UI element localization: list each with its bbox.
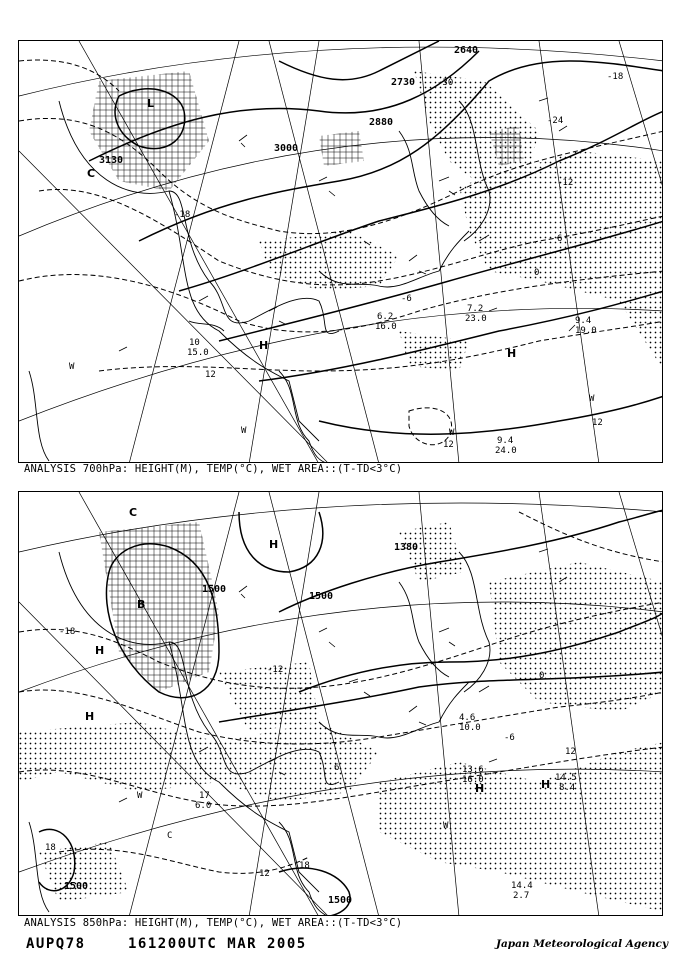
pressure-center: H xyxy=(85,710,95,723)
panel-caption-700hpa: ANALYSIS 700hPa: HEIGHT(M), TEMP(°C), WET AREA::(T-TD<3°C) xyxy=(24,463,403,475)
weather-map-700hpa xyxy=(19,41,663,463)
pressure-center: W xyxy=(69,362,75,372)
temp-label: -12 xyxy=(267,665,284,675)
temp-label: 12 xyxy=(259,869,270,879)
temp-label: 0 xyxy=(534,268,540,278)
temp-label: -24 xyxy=(547,116,564,126)
temp-label: 6 xyxy=(557,234,563,244)
pressure-center: H xyxy=(95,644,105,657)
pressure-center: H xyxy=(507,347,517,360)
pressure-center: C xyxy=(129,506,138,519)
valid-time: 161200UTC MAR 2005 xyxy=(128,936,307,952)
station-value: 4.6 xyxy=(459,713,476,723)
station-value: 23.0 xyxy=(465,314,487,324)
station-value: 6.0 xyxy=(195,801,212,811)
temp-label: -12 xyxy=(557,178,574,188)
temp-label: 0 xyxy=(539,671,545,681)
height-label: 2880 xyxy=(369,117,394,128)
station-value: 10.0 xyxy=(459,723,481,733)
weather-map-850hpa xyxy=(19,492,663,916)
station-value: 19.0 xyxy=(575,326,597,336)
pressure-center: H xyxy=(475,782,485,795)
temp-label: -6 xyxy=(401,294,412,304)
pressure-center: H xyxy=(259,339,269,352)
chart-id: AUPQ78 xyxy=(26,936,86,952)
temp-label: 18 xyxy=(45,843,56,853)
station-value: 7.2 xyxy=(467,304,484,314)
temp-label: -30 xyxy=(437,78,454,88)
map-panel-700hpa xyxy=(18,40,663,463)
height-label: 3000 xyxy=(274,143,299,154)
wet-area-shading xyxy=(19,522,663,912)
height-label: 1380 xyxy=(394,542,419,553)
pressure-center: W xyxy=(137,791,143,801)
pressure-center: W xyxy=(449,428,455,438)
station-value: 9.4 xyxy=(575,316,592,326)
station-value: 8.4 xyxy=(559,783,576,793)
pressure-center: L xyxy=(147,97,155,110)
height-label: 1500 xyxy=(64,881,89,892)
pressure-center: W xyxy=(241,426,247,436)
pressure-center: H xyxy=(269,538,279,551)
pressure-center: H xyxy=(541,778,551,791)
temp-label: -18 xyxy=(59,627,76,637)
station-value: 10 xyxy=(189,338,200,348)
panel-caption-850hpa: ANALYSIS 850hPa: HEIGHT(M), TEMP(°C), WET AREA::(T-TD<3°C) xyxy=(24,917,403,929)
station-value: 2.7 xyxy=(513,891,530,901)
station-value: 14.5 xyxy=(555,773,577,783)
height-label: 1500 xyxy=(309,591,334,602)
temp-label: 6 xyxy=(334,763,340,773)
height-label: 1500 xyxy=(202,584,227,595)
pressure-center: W xyxy=(443,821,449,831)
station-value: 9.4 xyxy=(497,436,514,446)
station-value: 14.4 xyxy=(511,881,533,891)
pressure-center: W xyxy=(589,394,595,404)
station-value: 6.2 xyxy=(377,312,394,322)
height-label: 3130 xyxy=(99,155,124,166)
temp-label: 18 xyxy=(299,861,310,871)
temp-label: 12 xyxy=(565,747,576,757)
station-value: 16.0 xyxy=(462,775,484,785)
station-value: 17 xyxy=(199,791,210,801)
map-panel-850hpa xyxy=(18,491,663,916)
temp-label: 12 xyxy=(592,418,603,428)
pressure-center: C xyxy=(87,167,96,180)
agency-name: Japan Meteorological Agency xyxy=(496,938,669,950)
temp-label: -6 xyxy=(504,733,515,743)
temp-label: -18 xyxy=(607,72,624,82)
station-value: 15.0 xyxy=(187,348,209,358)
height-label: 2640 xyxy=(454,45,479,56)
station-value: 16.0 xyxy=(375,322,397,332)
pressure-center: B xyxy=(137,598,146,611)
station-value: 13.6 xyxy=(462,765,484,775)
pressure-center: C xyxy=(167,831,173,841)
station-value: 24.0 xyxy=(495,446,517,456)
height-label: 2730 xyxy=(391,77,416,88)
temp-label: 12 xyxy=(443,440,454,450)
temp-label: -18 xyxy=(174,210,191,220)
temp-label: 12 xyxy=(205,370,216,380)
height-label: 1500 xyxy=(328,895,353,906)
